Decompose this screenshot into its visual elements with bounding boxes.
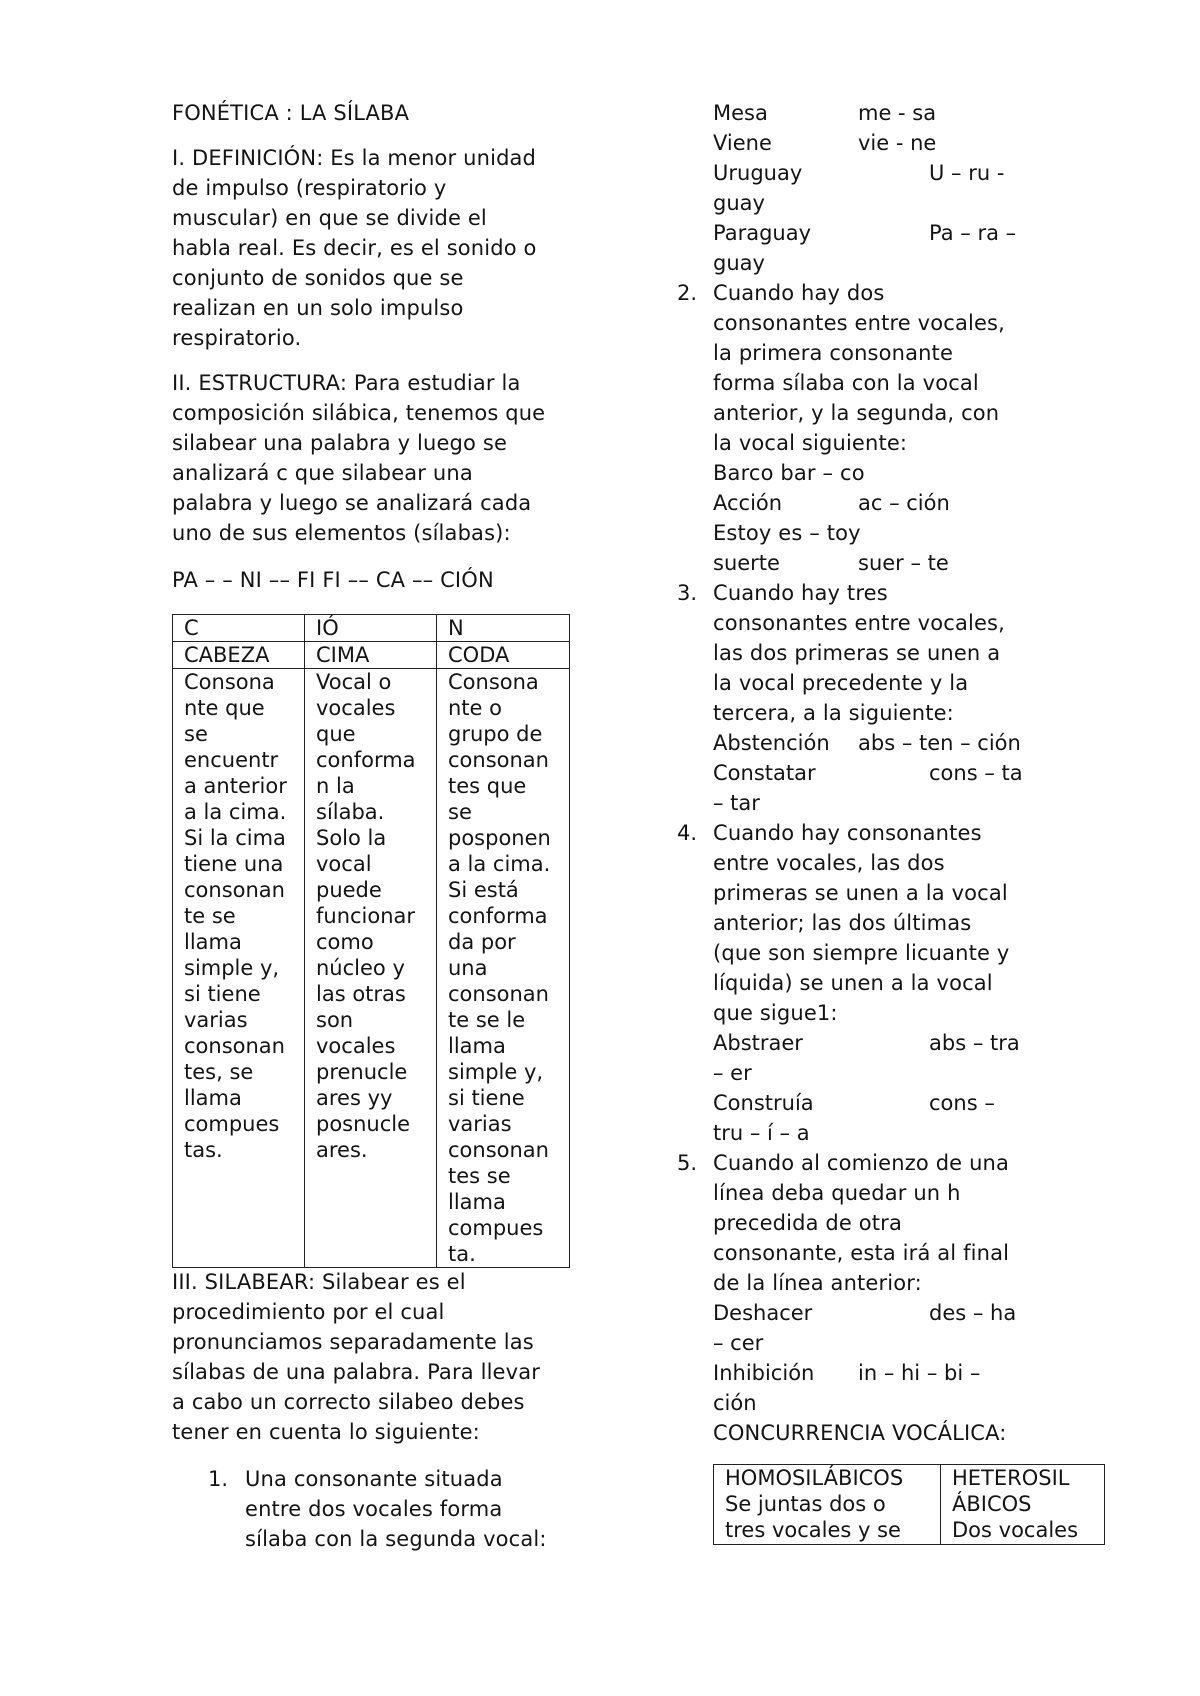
example-syllables-cont: – cer: [713, 1331, 764, 1355]
table-cell: CIMA: [305, 642, 437, 669]
example-syllables-cont: tru – í – a: [713, 1121, 810, 1145]
example-word: Construía: [713, 1091, 814, 1115]
example-word: Deshacer: [713, 1301, 813, 1325]
example-syllables: suer – te: [858, 551, 949, 575]
example-word: Abstraer: [713, 1031, 803, 1055]
text-line: pronunciamos separadamente las: [172, 1330, 534, 1354]
example-syllables: ac – ción: [858, 491, 950, 515]
text-line: la vocal siguiente:: [713, 431, 908, 455]
text-line: III. SILABEAR: Silabear es el: [172, 1270, 466, 1294]
list-number: 5.: [677, 1151, 698, 1175]
example-syllables-cont: guay: [713, 251, 765, 275]
text-line: respiratorio.: [172, 326, 302, 350]
text-line: tercera, a la siguiente:: [713, 701, 954, 725]
example-syllables-cont: – tar: [713, 791, 760, 815]
concurrence-table: [713, 1464, 1105, 1545]
example-syllables: cons – ta: [929, 761, 1023, 785]
example-syllables: des – ha: [929, 1301, 1017, 1325]
text-line: composición silábica, tenemos que: [172, 401, 546, 425]
example-word: Uruguay: [713, 161, 803, 185]
text-line: que sigue1:: [713, 1001, 838, 1025]
example-syllables: in – hi – bi –: [858, 1361, 981, 1385]
section-heading: CONCURRENCIA VOCÁLICA:: [713, 1421, 1007, 1445]
text-line: II. ESTRUCTURA: Para estudiar la: [172, 371, 521, 395]
text-line: Cuando hay tres: [713, 581, 888, 605]
example-syllables: U – ru -: [929, 161, 1005, 185]
text-line: anterior, y la segunda, con: [713, 401, 1000, 425]
list-number: 2.: [677, 281, 698, 305]
table-cell-cabeza: Consona nte que se encuentr a anterior a la cima. Si la cima tiene una consonan te se llama simple y, si tiene varias consonan tes, se llama compues tas.: [173, 669, 305, 1268]
table-cell: CABEZA: [173, 642, 305, 669]
text-line: de la línea anterior:: [713, 1271, 922, 1295]
example-word: Abstención: [713, 731, 830, 755]
example-line: Barco bar – co: [713, 461, 865, 485]
page-title: FONÉTICA : LA SÍLABA: [172, 101, 410, 125]
list-number: 3.: [677, 581, 698, 605]
example-line: Estoy es – toy: [713, 521, 861, 545]
table-row: [173, 669, 570, 1268]
text-line: consonantes entre vocales,: [713, 611, 1005, 635]
text-line: analizará c que silabear una: [172, 461, 473, 485]
example-syllables: vie - ne: [858, 131, 937, 155]
text-line: precedida de otra: [713, 1211, 902, 1235]
text-line: entre vocales, las dos: [713, 851, 945, 875]
text-line: Cuando al comienzo de una: [713, 1151, 1010, 1175]
text-line: Una consonante situada: [245, 1467, 503, 1491]
list-number: 1.: [208, 1467, 229, 1491]
example-syllables: Pa – ra –: [929, 221, 1017, 245]
table-cell-homosilabicos: HOMOSILÁBICOS Se juntas dos o tres vocales y se: [714, 1465, 941, 1545]
example-word: suerte: [713, 551, 780, 575]
text-line: de impulso (respiratorio y: [172, 176, 447, 200]
example-word: Acción: [713, 491, 783, 515]
text-line: silabear una palabra y luego se: [172, 431, 508, 455]
example-syllables-cont: guay: [713, 191, 765, 215]
text-line: (que son siempre licuante y: [713, 941, 1010, 965]
text-line: las dos primeras se unen a: [713, 641, 1001, 665]
text-line: tener en cuenta lo siguiente:: [172, 1420, 480, 1444]
text-line: sílaba con la segunda vocal:: [245, 1527, 547, 1551]
example-word: Constatar: [713, 761, 816, 785]
example-word: Viene: [713, 131, 772, 155]
example-syllables: cons –: [929, 1091, 995, 1115]
text-line: anterior; las dos últimas: [713, 911, 972, 935]
example-syllables-cont: – er: [713, 1061, 752, 1085]
text-line: primeras se unen a la vocal: [713, 881, 1008, 905]
example-syllables: abs – tra: [929, 1031, 1020, 1055]
text-line: realizan en un solo impulso: [172, 296, 464, 320]
syllable-structure-table: [172, 614, 570, 1268]
text-line: Cuando hay consonantes: [713, 821, 982, 845]
text-line: consonante, esta irá al final: [713, 1241, 1010, 1265]
example-word: Inhibición: [713, 1361, 815, 1385]
example-syllables-cont: ción: [713, 1391, 757, 1415]
list-number: 4.: [677, 821, 698, 845]
text-line: muscular) en que se divide el: [172, 206, 487, 230]
text-line: procedimiento por el cual: [172, 1300, 445, 1324]
table-cell-coda: Consona nte o grupo de consonan tes que se posponen a la cima. Si está conforma da por una consonan te se le llama simple y, si tiene varias consonan tes se llama compues ta.: [437, 669, 570, 1268]
example-word: Mesa: [713, 101, 768, 125]
text-line: palabra y luego se analizará cada: [172, 491, 532, 515]
table-cell-cima: Vocal o vocales que conforma n la sílaba. Solo la vocal puede funcionar como núcleo y las otras son vocales prenucle ares yy posnucle ares.: [305, 669, 437, 1268]
text-line: consonantes entre vocales,: [713, 311, 1005, 335]
text-line: Cuando hay dos: [713, 281, 885, 305]
table-row: [173, 615, 570, 642]
table-row: [173, 642, 570, 669]
table-cell: CODA: [437, 642, 570, 669]
text-line: líquida) se unen a la vocal: [713, 971, 993, 995]
table-cell-heterosilabicos: HETEROSIL ÁBICOS Dos vocales: [941, 1465, 1105, 1545]
text-line: conjunto de sonidos que se: [172, 266, 464, 290]
text-line: la primera consonante: [713, 341, 954, 365]
text-line: a cabo un correcto silabeo debes: [172, 1390, 525, 1414]
syllable-example: PA – – NI –– FI FI –– CA –– CIÓN: [172, 568, 494, 592]
example-word: Paraguay: [713, 221, 812, 245]
text-line: forma sílaba con la vocal: [713, 371, 979, 395]
example-syllables: me - sa: [858, 101, 937, 125]
example-syllables: abs – ten – ción: [858, 731, 1021, 755]
table-cell: C: [173, 615, 305, 642]
text-line: I. DEFINICIÓN: Es la menor unidad: [172, 146, 537, 170]
table-row: [714, 1465, 1105, 1545]
text-line: línea deba quedar un h: [713, 1181, 961, 1205]
text-line: sílabas de una palabra. Para llevar: [172, 1360, 541, 1384]
text-line: habla real. Es decir, es el sonido o: [172, 236, 537, 260]
table-cell: IÓ: [305, 615, 437, 642]
table-cell: N: [437, 615, 570, 642]
text-line: entre dos vocales forma: [245, 1497, 503, 1521]
text-line: la vocal precedente y la: [713, 671, 969, 695]
text-line: uno de sus elementos (sílabas):: [172, 521, 511, 545]
